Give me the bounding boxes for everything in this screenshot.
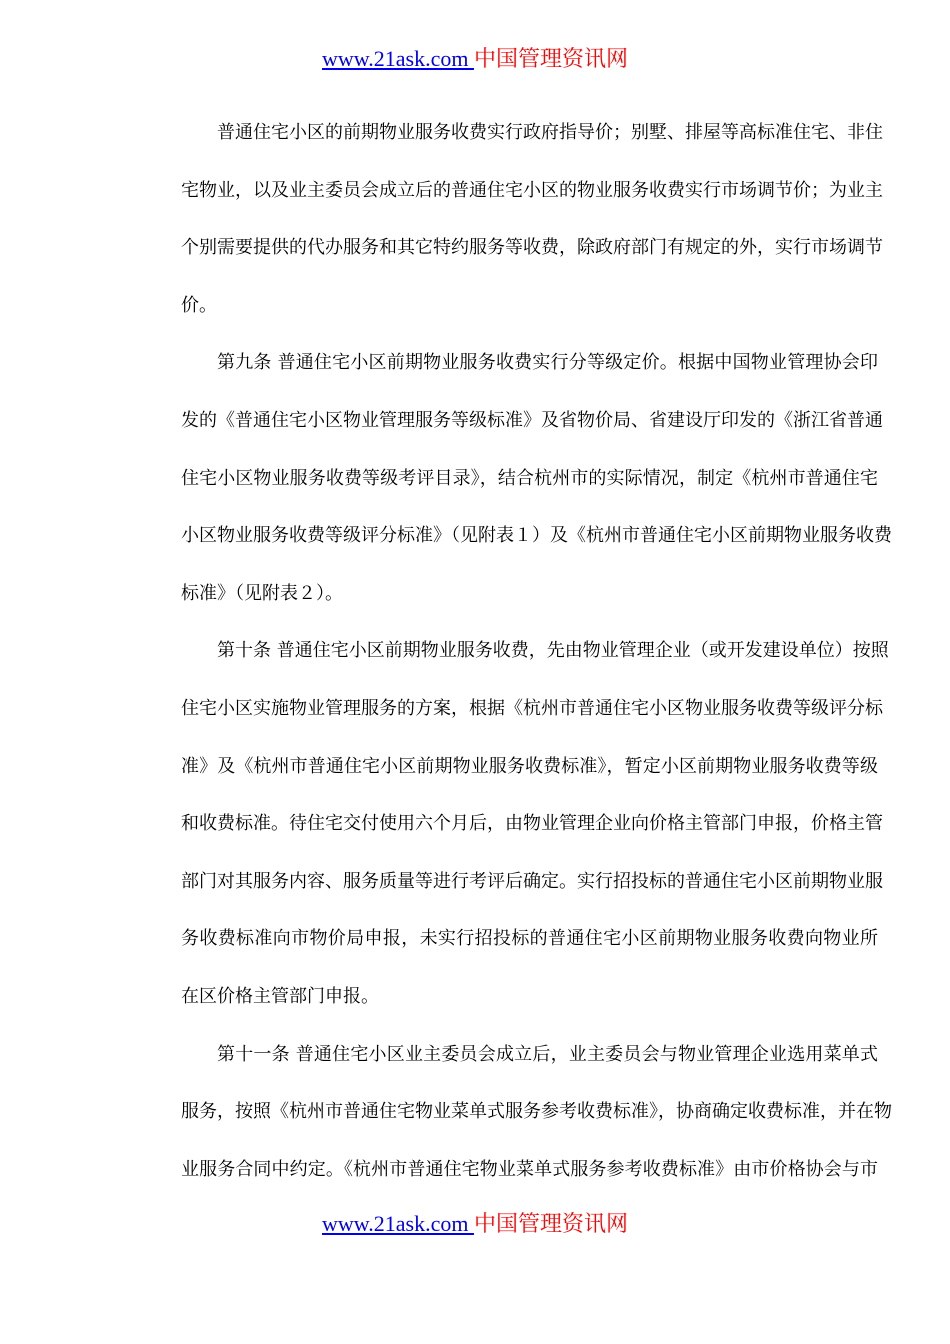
site-name: 中国管理资讯网 (473, 1212, 628, 1237)
text-line: 住宅小区实施物业管理服务的方案，根据《杭州市普通住宅小区物业服务收费等级评分标 (181, 697, 883, 719)
text-line: 第九条 普通住宅小区前期物业服务收费实行分等级定价。根据中国物业管理协会印 (217, 352, 878, 374)
text-line: 宅物业，以及业主委员会成立后的普通住宅小区的物业服务收费实行市场调节价；为业主 (181, 179, 883, 201)
document-body (145, 104, 892, 1198)
paragraph-pricing-policy (145, 104, 883, 334)
text-line: 部门对其服务内容、服务质量等进行考评后确定。实行招投标的普通住宅小区前期物业服 (181, 870, 883, 892)
paragraph-article-9 (145, 334, 892, 622)
text-line: 第十条 普通住宅小区前期物业服务收费，先由物业管理企业（或开发建设单位）按照 (217, 640, 889, 662)
site-url-link[interactable]: www.21ask.com (322, 46, 474, 71)
paragraph-article-10 (145, 622, 889, 1025)
page-footer (0, 1209, 950, 1240)
text-line: 小区物业服务收费等级评分标准》（见附表１）及《杭州市普通住宅小区前期物业服务收费 (181, 525, 892, 547)
text-line: 在区价格主管部门申报。 (181, 985, 379, 1007)
text-line: 准》及《杭州市普通住宅小区前期物业服务收费标准》，暂定小区前期物业服务收费等级 (181, 755, 878, 777)
text-line: 第十一条 普通住宅小区业主委员会成立后，业主委员会与物业管理企业选用菜单式 (217, 1043, 878, 1065)
text-line: 服务，按照《杭州市普通住宅物业菜单式服务参考收费标准》，协商确定收费标准，并在物 (181, 1101, 892, 1123)
site-url-link[interactable]: www.21ask.com (322, 1211, 474, 1236)
text-line: 业服务合同中约定。《杭州市普通住宅物业菜单式服务参考收费标准》由市价格协会与市 (181, 1158, 878, 1180)
page-header (0, 44, 950, 75)
text-line: 和收费标准。待住宅交付使用六个月后，由物业管理企业向价格主管部门申报，价格主管 (181, 813, 883, 835)
text-line: 务收费标准向市物价局申报，未实行招投标的普通住宅小区前期物业服务收费向物业所 (181, 928, 878, 950)
paragraph-article-11 (145, 1026, 892, 1199)
text-line: 发的《普通住宅小区物业管理服务等级标准》及省物价局、省建设厅印发的《浙江省普通 (181, 409, 883, 431)
text-line: 标准》（见附表２）。 (181, 582, 343, 604)
text-line: 普通住宅小区的前期物业服务收费实行政府指导价；别墅、排屋等高标准住宅、非住 (217, 122, 883, 143)
text-line: 价。 (181, 294, 217, 316)
text-line: 住宅小区物业服务收费等级考评目录》，结合杭州市的实际情况，制定《杭州市普通住宅 (181, 467, 878, 489)
text-line: 个别需要提供的代办服务和其它特约服务等收费，除政府部门有规定的外，实行市场调节 (181, 237, 883, 259)
site-name: 中国管理资讯网 (473, 47, 628, 72)
